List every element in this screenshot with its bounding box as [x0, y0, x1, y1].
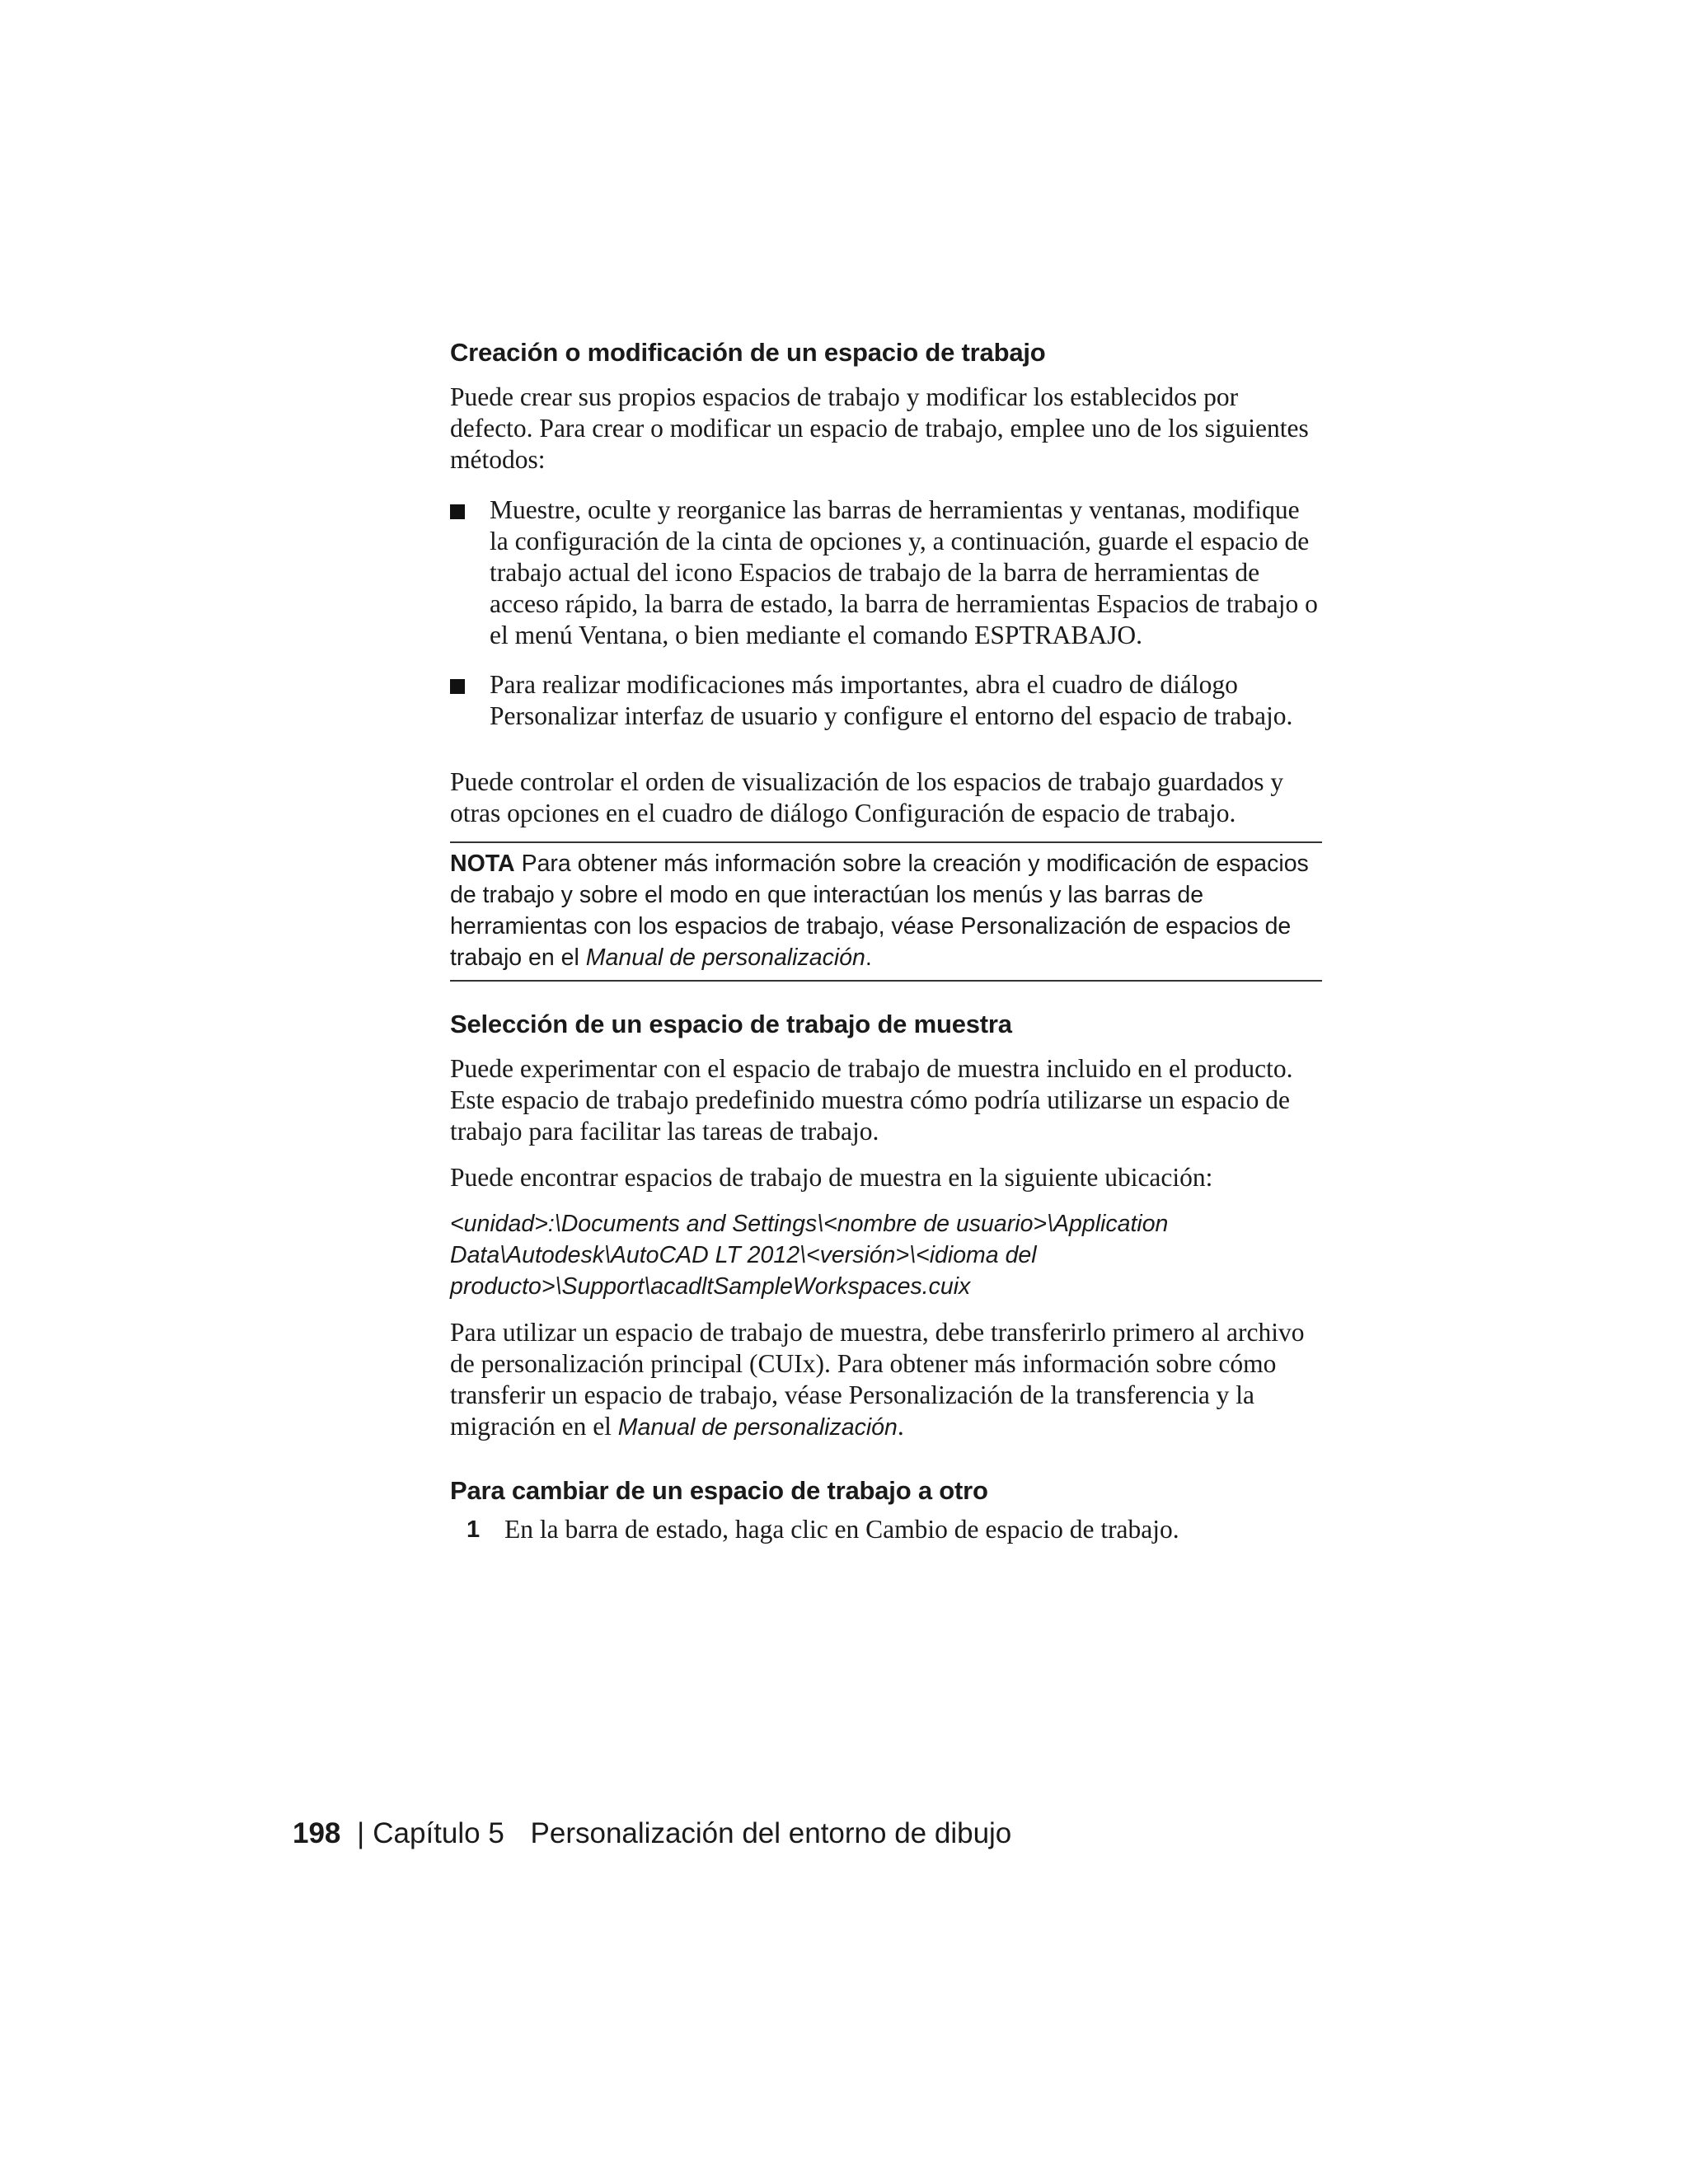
- footer-separator: |: [357, 1817, 365, 1849]
- bullet-text: Muestre, oculte y reorganice las barras de herramientas y ventanas, modifique la configuración de la cinta de opciones y, a continuación, guarde el espacio de trabajo actual del icono Espacios de trabajo de la barra de herramientas de acceso rápido, la barra de estado, la barra de herramientas Espacios de trabajo o el menú Ventana, o bien mediante el comando ESPTRABAJO.: [490, 495, 1318, 649]
- methods-list: [450, 494, 1322, 732]
- square-bullet-icon: [450, 504, 465, 519]
- note-text: Para obtener más información sobre la creación y modificación de espacios de trabajo y sobre el modo en que interactúan los menús y las barras de herramientas con los espacios de trabajo, véase Personalización de espacios de trabajo en el: [450, 851, 1309, 971]
- step-text: En la barra de estado, haga clic en Cambio de espacio de trabajo.: [504, 1515, 1179, 1544]
- note-box: [450, 841, 1322, 982]
- note-end: .: [865, 944, 872, 971]
- procedure-step: [450, 1514, 1322, 1545]
- section-heading-switch-workspace: Para cambiar de un espacio de trabajo a otro: [450, 1476, 988, 1505]
- note-label: NOTA: [450, 851, 515, 877]
- paragraph-end: .: [897, 1412, 904, 1441]
- square-bullet-icon: [450, 679, 465, 694]
- path-line: <unidad>:\Documents and Settings\<nombre de usuario>\Application: [450, 1211, 1169, 1237]
- manual-reference: Manual de personalización: [617, 1414, 898, 1441]
- page-footer: [293, 1816, 1011, 1852]
- sample-paragraph-3: [450, 1317, 1322, 1443]
- order-paragraph: Puede controlar el orden de visualización de los espacios de trabajo guardados y otras opciones en el cuadro de diálogo Configuración de espacio de trabajo.: [450, 767, 1284, 827]
- path-line: producto>\Support\acadltSampleWorkspaces.cuix: [450, 1273, 971, 1300]
- bullet-text: Para realizar modificaciones más importantes, abra el cuadro de diálogo Personalizar interfaz de usuario y configure el entorno del espacio de trabajo.: [490, 670, 1293, 730]
- list-item: [450, 494, 1322, 651]
- sample-file-path: [450, 1208, 1322, 1302]
- note-manual-reference: Manual de personalización: [585, 944, 865, 971]
- step-number: 1: [467, 1516, 481, 1543]
- chapter-title: Personalización del entorno de dibujo: [530, 1817, 1012, 1849]
- note-paragraph: [450, 848, 1322, 973]
- section-heading-sample-workspace: Selección de un espacio de trabajo de muestra: [450, 1010, 1012, 1038]
- path-line: Data\Autodesk\AutoCAD LT 2012\<versión>\<idioma del: [450, 1242, 1037, 1268]
- page-number: 198: [293, 1817, 341, 1849]
- sample-paragraph-3-text: Para utilizar un espacio de trabajo de muestra, debe transferirlo primero al archivo de personalización principal (CUIx). Para obtener más información sobre cómo transferir un espacio de trabajo, véase Personalización de la transferencia y la migración en el: [450, 1318, 1305, 1441]
- intro-paragraph: Puede crear sus propios espacios de trabajo y modificar los establecidos por defecto. Para crear o modificar un espacio de trabajo, emplee uno de los siguientes métodos:: [450, 382, 1309, 474]
- page-content: [450, 336, 1322, 1545]
- chapter-label: Capítulo 5: [373, 1817, 504, 1849]
- sample-paragraph-2: Puede encontrar espacios de trabajo de muestra en la siguiente ubicación:: [450, 1163, 1213, 1192]
- section-heading-create-workspace: Creación o modificación de un espacio de trabajo: [450, 338, 1046, 367]
- sample-paragraph-1: Puede experimentar con el espacio de trabajo de muestra incluido en el producto. Este espacio de trabajo predefinido muestra cómo podría utilizarse un espacio de trabajo para facilitar las tareas de trabajo.: [450, 1054, 1293, 1146]
- list-item: [450, 669, 1322, 732]
